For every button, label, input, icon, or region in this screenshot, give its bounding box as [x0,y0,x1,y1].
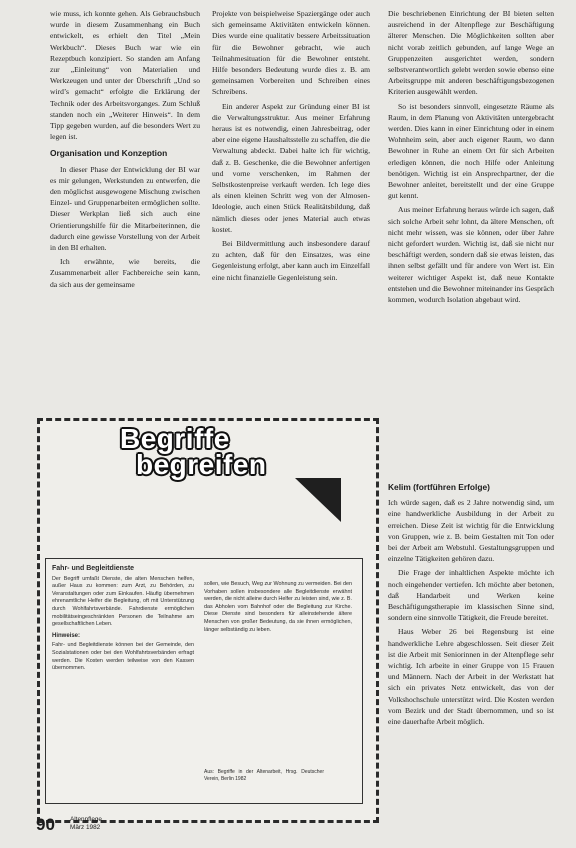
panel-paragraph-3: sollen, wie Besuch, Weg zur Wohnung zu vermeiden. Bei den Vorhaben sollen insbesondere alle Begleitdienste erwähnt werden, die nicht alleine durch Helfer zu leisten sind, wie z. B. das Abholen vom Bahnhof oder die Begleitung zur Kirche. Diese Dienste sind besonders für alleinstehende ältere Menschen von großer Bedeutung, da sie ihnen ermöglichen, länger selbständig zu leben. [204,581,352,633]
col3-paragraph-3: Aus meiner Erfahrung heraus würde ich sagen, daß sich solche Arbeit sehr lohnt, da ältere Menschen, oft nicht mehr wissen, was sie können, oder über Jahre nicht gefordert wurden. Wichtig ist, daß sie nicht nur beschäftigt werden, sondern daß sie etwas leisten, das ihnen selbst gefällt und für andere von Wert ist. Ein weiterer wichtiger Aspekt ist, daß neue Kontakte entstehen und die Bewohner miteinander ins Gespräch kommen, wodurch Isolation abgebaut wird. [388,205,554,305]
column-3-lower [388,476,554,730]
col2-paragraph-3: Bei Bildvermittlung auch insbesondere darauf zu achten, daß für den Einsatzes, was eine Gegenleistung erfolgt, aber kann auch im Einzelfall eine nicht finanzielle Gegenleistung sein. [212,239,370,282]
col3-lower-paragraph-3: Haus Weber 26 bei Regensburg ist eine handwerkliche Lehre abgeschlossen. Seit dieser Zeit ist die Arbeit mit Seniorinnen in der Altenpflege sehr wichtig. Ich arbeite in einer Gruppe von 15 Frauen und Männern. Nach der Arbeit in der Werkstatt hat sich ein privates Netz entwickelt, das von der Volkshochschule unterstützt wird. Die Kosten werden vom Bezirk und der Stadt übernommen, und so ist eine dauerhafte Arbeit möglich. [388,627,554,727]
corner-decoration [295,478,341,522]
column-2 [212,8,370,286]
col3-paragraph-1: Die beschriebenen Einrichtung der BI bieten selten ausreichend in der Altenpflege zur Beschäftigung älterer Menschen. Die Möglichkeiten sollten aber nicht vorab zeitlich gebunden, auf lange Wege an Gruppenzeiten ausgerichtet werden, sondern selbstverantwortlich gelebt werden sowie ebenso eine Arbeitsgruppe mit anderen beschäftigungsbezogenen Kriterien ausgewählt werden. [388,9,554,97]
col1-paragraph-3: Ich erwähnte, wie bereits, die Zusammenarbeit aller Fachbereiche sein kann, da sich aus der gemeinsame [50,257,200,289]
col3-lower-heading: Kelim (fortführen Erfolge) [388,482,490,492]
journal-name: Altenpflege [70,816,102,823]
col3-lower-paragraph-2: Die Frage der inhaltlichen Aspekte möchte ich noch eingehender vertiefen. Ich möchte aber betonen, daß Handarbeit und Werken keine Beschäftigungstherapie im klassischen Sinne sind, sondern eine sinnvolle Tätigkeit, die Freude bereitet. [388,568,554,623]
panel-column-1 [52,565,194,675]
col3-lower-paragraph-1: Ich würde sagen, daß es 2 Jahre notwendig sind, um eine handwerkliche Ausbildung in der Arbeit zu erreichen. Diese Zeit ist wichtig für die Entwicklung von Gruppen, wie z. B. beim Gestalten mit Ton oder bei der Arbeit am Webstuhl. Gestaltungsgruppen und einzelne Tätigkeiten gehören dazu. [388,498,554,564]
footer-meta [70,816,102,832]
col3-paragraph-2: So ist besonders sinnvoll, eingesetzte Räume als Raum, in dem Planung von Aktivitäten untergebracht werden. Dies kann in einer Einrichtung oder in einem Wohnheim sein, aber auch eigener Raum, wo dann Bewohner in Ruhe an einem Ort für sich Arbeiten erledigen können, die noch Hilfe oder Anleitung benötigen. Wichtig ist ein Ansprechpartner, der die Bewohner anleitet, bereitstellt und der eine Gruppe gut kennt. [388,101,554,201]
panel-column-2 [204,581,352,636]
page-number: 90 [36,815,55,834]
panel-caption: Aus: Begriffe in der Altenarbeit, Hrsg. Deutscher Verein, Berlin 1982 [204,769,324,782]
glossary-panel [45,558,363,804]
glossary-title-line-1: Begriffe [120,423,230,454]
glossary-title-line-2: begreifen [136,449,267,480]
col2-paragraph-1: Projekte von beispielweise Spaziergänge oder auch sich gemeinsame Aktivitäten entwickeln können. Dies wurde eine qualitativ bessere Arbeitssituation für die Bewohner gebracht, wie auch Teilnahmesituation für die Bewohner entsteht. Hilfe besonders Bedeutung wurde dies z. B. am gemeinsamen Vorbereiten und Schreiben eines Schreibens. [212,9,370,97]
panel-paragraph-2: Fahr- und Begleitdienste können bei der Gemeinde, den Sozialstationen oder bei den Wohlfahrtsverbänden erfragt werden. Die Kosten werden teilweise von den Kassen übernommen. [52,642,194,672]
col1-heading: Organisation und Konzeption [50,148,168,159]
column-1 [50,8,200,293]
glossary-title [120,423,290,480]
column-3 [388,8,554,308]
panel-title: Fahr- und Begleitdienste [52,565,135,572]
col2-paragraph-2: Ein anderer Aspekt zur Gründung einer BI ist die Verwaltungsstruktur. Aus meiner Erfahrung heraus ist es notwendig, einen Jahresbeitrag, oder aber eine eigene Haushaltsstelle zu schaffen, die die Verwaltung abdeckt. Dabei halte ich für wichtig, daß z. B. Geschenke, die die Bewohner anfertigen und vorne verschenken, im Rahmen der Selbstkostenpreise verkauft werden. Ich lege dies als einen kleinen Schritt weg von der Almosen-Ideologie, auch einen Stück Realitätsbildung, daß nämlich dieses oder jenes Material auch etwas kostet. [212,101,370,234]
panel-subheading: Hinweise: [52,632,81,639]
col1-paragraph-2: In dieser Phase der Entwicklung der BI war es mir gelungen, Werkstunden zu entwerfen, die den möglichst ausgewogene Mischung zwischen Einzel- und Gruppenarbeiten ermöglichen sollte. Dieser Werkplan ließ sich auch eine Orientierungshilfe für die Mitarbeiterinnen, die dadurch eine gewisse Vorstellung von der Arbeit in den BI erhalten. [50,164,200,253]
panel-paragraph-1: Der Begriff umfaßt Dienste, die alten Menschen helfen, außer Haus zu kommen: zum Arzt, zu Behörden, zu Veranstaltungen oder zum Einkaufen. Häufig übernehmen ehrenamtliche Helfer die Begleitung, oft mit Unterstützung durch Wohlfahrtsverbände. Fahrdienste ermöglichen mobilitätseingeschränkten Personen die Teilnahme am gesellschaftlichen Leben. [52,575,194,628]
journal-issue: März 1982 [70,824,101,831]
col1-paragraph-1: wie muss, ich konnte gehen. Als Gebrauchsbuch wurde in diesem Zusammenhang ein Buch entwickelt, es erhielt den Titel „Mein Werkbuch“. Dieses Buch war wie ein Rezeptbuch konzipiert. So standen am Anfang zur „Einleitung“ von Materialien und Werkzeugen und unter der Überschrift „Und so wird’s gemacht“ erfolgte die Erklärung der Technik oder des Arbeitsvorganges. Zum Schluß standen noch ein „Weiterer Hinweis“. In dem Tipp gegeben wurden, auf die besonders Wert zu legen ist. [50,9,200,142]
